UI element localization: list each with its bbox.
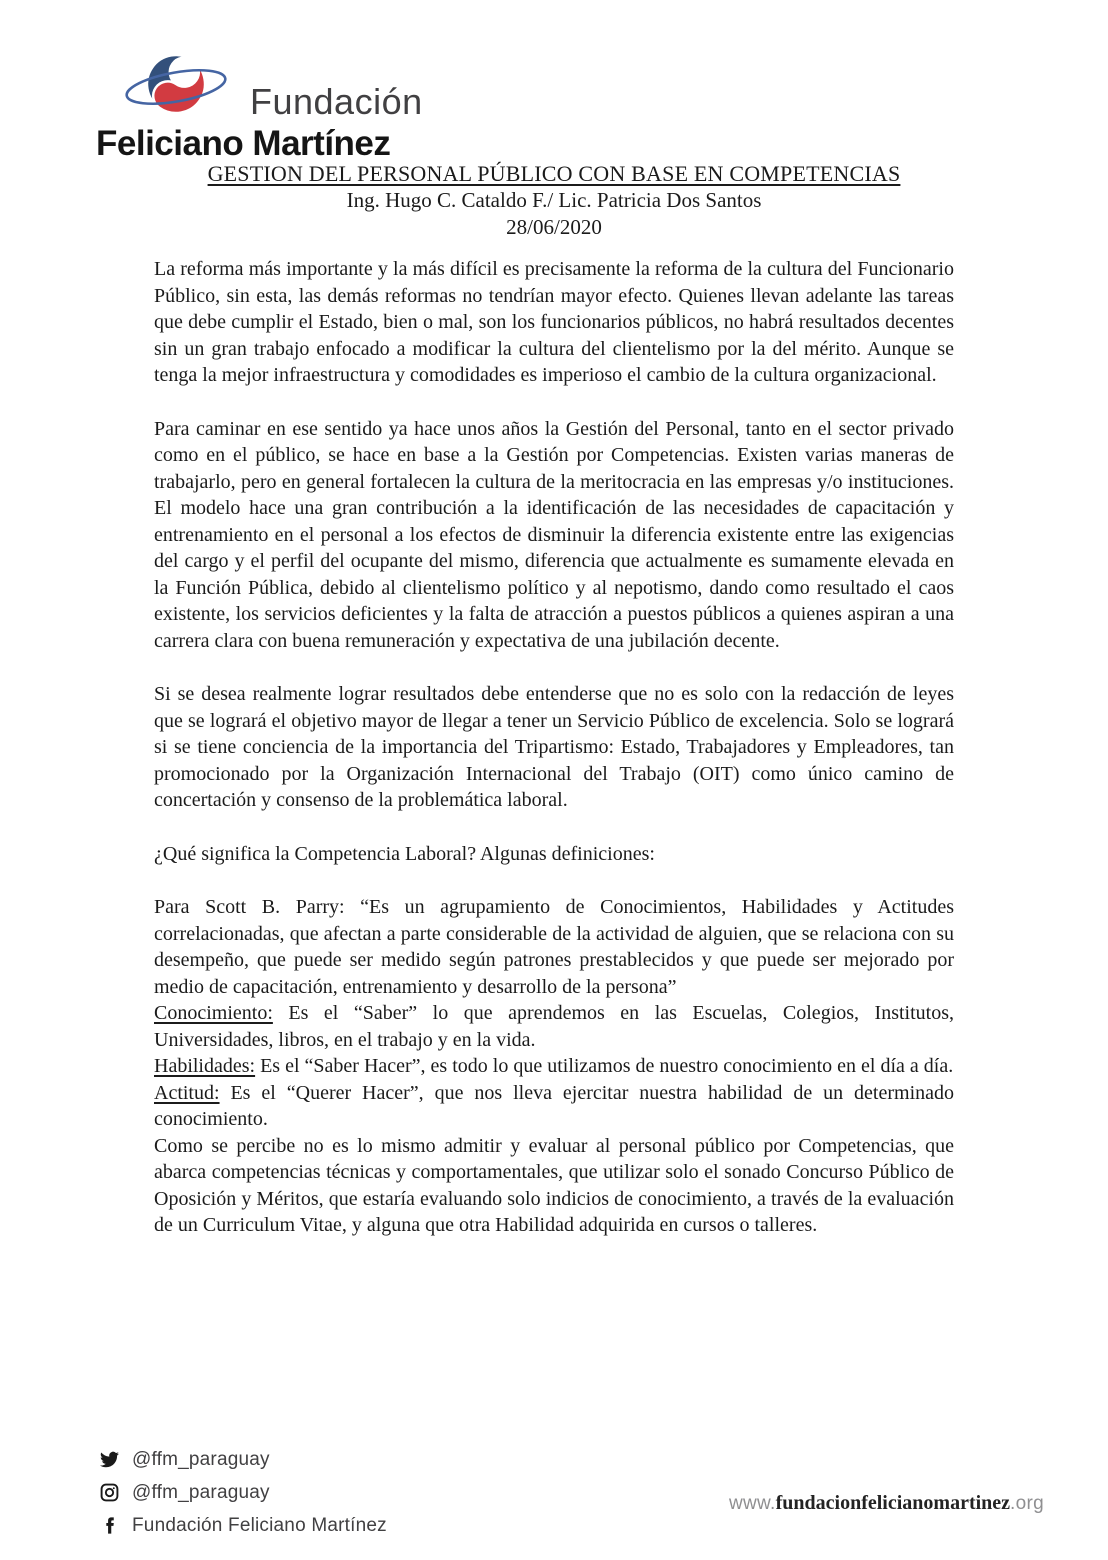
website-suffix: .org xyxy=(1010,1493,1044,1514)
brand-name-top: Fundación xyxy=(250,81,423,122)
facebook-icon xyxy=(99,1516,119,1536)
org-logo xyxy=(96,44,423,161)
social-row-instagram xyxy=(99,1476,387,1509)
definition-text-actitud: Es el “Querer Hacer”, que nos lleva ejercitar nuestra habilidad de un determinado conocimiento. xyxy=(154,1081,954,1130)
website-url xyxy=(729,1492,1044,1515)
paragraph-definicion-parry: Para Scott B. Parry: “Es un agrupamiento de Conocimientos, Habilidades y Actitudes correlacionadas, que afectan a parte considerable de la actividad de alguien, que se relaciona con su desempeño, que puede ser medido según patrones prestablecidos y que puede ser mejorado por medio de capacitación, entrenamiento y desarrollo de la persona” xyxy=(154,896,954,998)
definition-actitud xyxy=(154,1080,954,1133)
facebook-page-name: Fundación Feliciano Martínez xyxy=(132,1514,387,1536)
social-row-twitter xyxy=(99,1443,387,1476)
definition-text-habilidades: Es el “Saber Hacer”, es todo lo que utilizamos de nuestro conocimiento en el día a día. xyxy=(255,1055,954,1077)
definition-habilidades xyxy=(154,1053,954,1080)
website-prefix: www. xyxy=(729,1493,776,1514)
instagram-icon xyxy=(99,1483,119,1503)
document-authors: Ing. Hugo C. Cataldo F./ Lic. Patricia Dos Santos xyxy=(346,188,762,212)
definition-text-conocimiento: Es el “Saber” lo que aprendemos en las Escuelas, Colegios, Institutos, Universidades, libros, en el trabajo y en la vida. xyxy=(154,1002,954,1051)
website-domain: fundacionfelicianomartinez xyxy=(775,1492,1011,1514)
brand-name-bottom: Feliciano Martínez xyxy=(96,124,391,163)
document-date: 28/06/2020 xyxy=(506,215,602,239)
paragraph-reforma: La reforma más importante y la más difícil es precisamente la reforma de la cultura del Funcionario Público, sin esta, las demás reformas no tendrían mayor efecto. Quienes llevan adelante las tareas que debe cumplir el Estado, bien o mal, son los funcionarios públicos, no habrá resultados decentes sin un gran trabajo enfocado a modificar la cultura del clientelismo por la del mérito. Aunque se tenga la mejor infraestructura y comodidades es imperioso el cambio de la cultura organizacional. xyxy=(154,258,954,386)
document-title: GESTION DEL PERSONAL PÚBLICO CON BASE EN COMPETENCIAS xyxy=(207,161,901,186)
definition-term-habilidades: Habilidades: xyxy=(154,1055,256,1077)
twitter-handle: @ffm_paraguay xyxy=(132,1448,270,1470)
instagram-handle: @ffm_paraguay xyxy=(132,1481,270,1503)
swirl-orbit-logo-icon xyxy=(124,44,228,124)
definition-term-conocimiento: Conocimiento: xyxy=(154,1002,273,1024)
definition-term-actitud: Actitud: xyxy=(154,1081,220,1104)
paragraph-tripartismo: Si se desea realmente lograr resultados debe entenderse que no es solo con la redacción de leyes que se logrará el objetivo mayor de llegar a tener un Servicio Público de excelencia. Solo se logrará si se tiene conciencia de la importancia del Tripartismo: Estado, Trabajadores y Empleadores, tan promocionado por la Organización Internacional del Trabajo (OIT) como único camino de concertación y consenso de la problemática laboral. xyxy=(154,683,954,811)
paragraph-pregunta-competencia: ¿Qué significa la Competencia Laboral? Algunas definiciones: xyxy=(154,842,655,865)
paragraph-conclusion: Como se percibe no es lo mismo admitir y evaluar al personal público por Competencias, que abarca competencias técnicas y comportamentales, que utilizar solo el sonado Concurso Público de Oposición y Méritos, que estaría evaluando solo indicios de conocimiento, a través de la evaluación de un Curriculum Vitae, y alguna que otra Habilidad adquirida en cursos o talleres. xyxy=(154,1134,954,1236)
definition-conocimiento xyxy=(154,1000,954,1053)
paragraph-gestion-personal: Para caminar en ese sentido ya hace unos años la Gestión del Personal, tanto en el sector privado como en el público, se hace en base a la Gestión por Competencias. Existen varias maneras de trabajarlo, pero en general fortalecen la cultura de la meritocracia en las empresas y/o instituciones. El modelo hace una gran contribución a la identificación de las necesidades de capacitación y entrenamiento en el personal a los efectos de disminuir la diferencia existente entre las exigencias del cargo y el perfil del ocupante del mismo, diferencia que actualmente es sumamente elevada en la Función Pública, debido al clientelismo político y al nepotismo, dando como resultado el caos existente, los servicios deficientes y la falta de atracción a puestos públicos a quienes aspiran a una carrera clara con buena remuneración y expectativa de una jubilación decente. xyxy=(154,417,954,652)
document-header xyxy=(154,160,954,241)
twitter-icon xyxy=(99,1450,119,1470)
social-row-facebook xyxy=(99,1509,387,1542)
footer-social-links xyxy=(99,1443,387,1542)
document-body xyxy=(154,256,954,1239)
